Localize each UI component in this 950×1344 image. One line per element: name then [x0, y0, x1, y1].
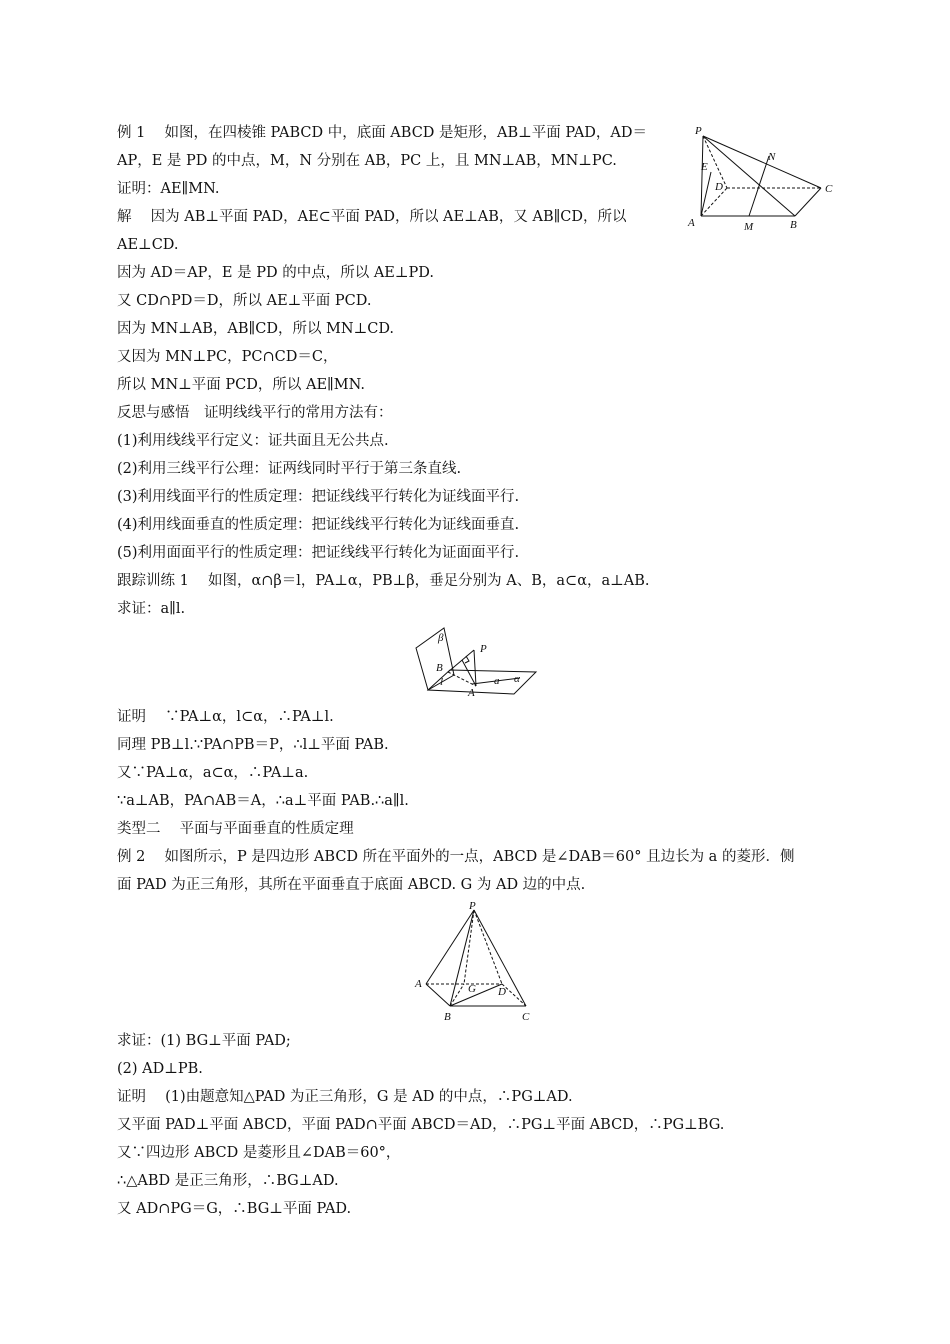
- example1-line-8: 因为 MN⊥AB，AB∥CD，所以 MN⊥CD.: [117, 321, 395, 337]
- fig3-label-g: G: [468, 983, 476, 995]
- example1-line-1: 例 1 如图，在四棱锥 PABCD 中，底面 ABCD 是矩形，AB⊥平面 PAD，AD＝: [117, 125, 648, 141]
- training1-proof-line-2: 同理 PB⊥l.∵PA∩PB＝P，∴l⊥平面 PAB.: [117, 737, 389, 753]
- fig3-label-c: C: [522, 1011, 530, 1023]
- fig1-label-m: M: [744, 221, 754, 233]
- example2-question-2: (2) AD⊥PB.: [117, 1061, 203, 1077]
- fig2-label-alpha: α: [514, 673, 520, 685]
- example1-line-9: 又因为 MN⊥PC，PC∩CD＝C，: [117, 349, 338, 365]
- fig1-label-p: P: [695, 125, 702, 137]
- pyramid-figure-example2: [412, 898, 542, 1026]
- fig2-label-a-line: a: [494, 675, 500, 687]
- example1-line-2: AP，E 是 PD 的中点，M，N 分别在 AB，PC 上，且 MN⊥AB，MN⊥PC.: [117, 153, 617, 169]
- reflection-line-6: (5)利用面面平行的性质定理：把证线线平行转化为证面面平行.: [117, 545, 520, 561]
- planes-figure-training1: [414, 620, 539, 700]
- example2-question-1: 求证：(1) BG⊥平面 PAD;: [117, 1033, 291, 1049]
- fig2-label-a-point: A: [468, 687, 475, 699]
- reflection-line-3: (2)利用三线平行公理：证两线同时平行于第三条直线.: [117, 461, 462, 477]
- training1-line-2: 求证：a∥l.: [117, 601, 186, 617]
- training1-proof-line-3: 又∵PA⊥α，a⊂α，∴PA⊥a.: [117, 765, 309, 781]
- example2-proof-line-2: 又平面 PAD⊥平面 ABCD，平面 PAD∩平面 ABCD＝AD，∴PG⊥平面 ABCD，∴PG⊥BG.: [117, 1117, 725, 1133]
- fig3-label-b: B: [444, 1011, 451, 1023]
- example2-proof-line-5: 又 AD∩PG＝G，∴BG⊥平面 PAD.: [117, 1201, 352, 1217]
- example1-line-3: 证明：AE∥MN.: [117, 181, 220, 197]
- example1-line-10: 所以 MN⊥平面 PCD，所以 AE∥MN.: [117, 377, 365, 393]
- fig1-label-e: E: [701, 161, 708, 173]
- example1-line-6: 因为 AD＝AP，E 是 PD 的中点，所以 AE⊥PD.: [117, 265, 435, 281]
- fig1-label-b: B: [790, 219, 797, 231]
- fig2-label-p: P: [480, 643, 487, 655]
- example1-line-4: 解 因为 AB⊥平面 PAD，AE⊂平面 PAD，所以 AE⊥AB，又 AB∥CD，所以: [117, 209, 627, 225]
- fig2-label-beta: β: [438, 632, 444, 644]
- pyramid-figure-example1: [683, 120, 843, 235]
- training1-line-1: 跟踪训练 1 如图，α∩β＝l，PA⊥α，PB⊥β，垂足分别为 A、B，a⊂α，a⊥AB.: [117, 573, 650, 589]
- fig2-label-l: l: [440, 676, 444, 688]
- example2-proof-line-4: ∴△ABD 是正三角形，∴BG⊥AD.: [117, 1173, 339, 1189]
- fig1-label-n: N: [768, 151, 776, 163]
- reflection-line-5: (4)利用线面垂直的性质定理：把证线线平行转化为证线面垂直.: [117, 517, 520, 533]
- fig3-label-d: D: [498, 986, 506, 998]
- training1-proof-line-1: 证明 ∵PA⊥α，l⊂α，∴PA⊥l.: [117, 709, 334, 725]
- example2-line-2: 面 PAD 为正三角形，其所在平面垂直于底面 ABCD. G 为 AD 边的中点.: [117, 877, 586, 893]
- fig1-label-d: D: [715, 181, 723, 193]
- example2-line-1: 例 2 如图所示，P 是四边形 ABCD 所在平面外的一点，ABCD 是∠DAB＝60° 且边长为 a 的菱形．侧: [117, 849, 795, 865]
- example1-line-7: 又 CD∩PD＝D，所以 AE⊥平面 PCD.: [117, 293, 372, 309]
- training1-proof-line-4: ∵a⊥AB，PA∩AB＝A，∴a⊥平面 PAB.∴a∥l.: [117, 793, 409, 809]
- example2-proof-line-3: 又∵四边形 ABCD 是菱形且∠DAB＝60°，: [117, 1145, 401, 1161]
- reflection-line-2: (1)利用线线平行定义：证共面且无公共点.: [117, 433, 389, 449]
- type2-heading: 类型二 平面与平面垂直的性质定理: [117, 821, 354, 837]
- fig1-label-a: A: [688, 217, 695, 229]
- fig1-label-c: C: [825, 183, 833, 195]
- example1-line-5: AE⊥CD.: [117, 237, 179, 253]
- fig3-label-a: A: [415, 978, 422, 990]
- fig2-label-b: B: [436, 662, 443, 674]
- reflection-line-4: (3)利用线面平行的性质定理：把证线线平行转化为证线面平行.: [117, 489, 520, 505]
- example2-proof-line-1: 证明 (1)由题意知△PAD 为正三角形，G 是 AD 的中点，∴PG⊥AD.: [117, 1089, 573, 1105]
- reflection-line-1: 反思与感悟 证明线线平行的常用方法有：: [117, 405, 393, 421]
- fig3-label-p: P: [469, 900, 476, 912]
